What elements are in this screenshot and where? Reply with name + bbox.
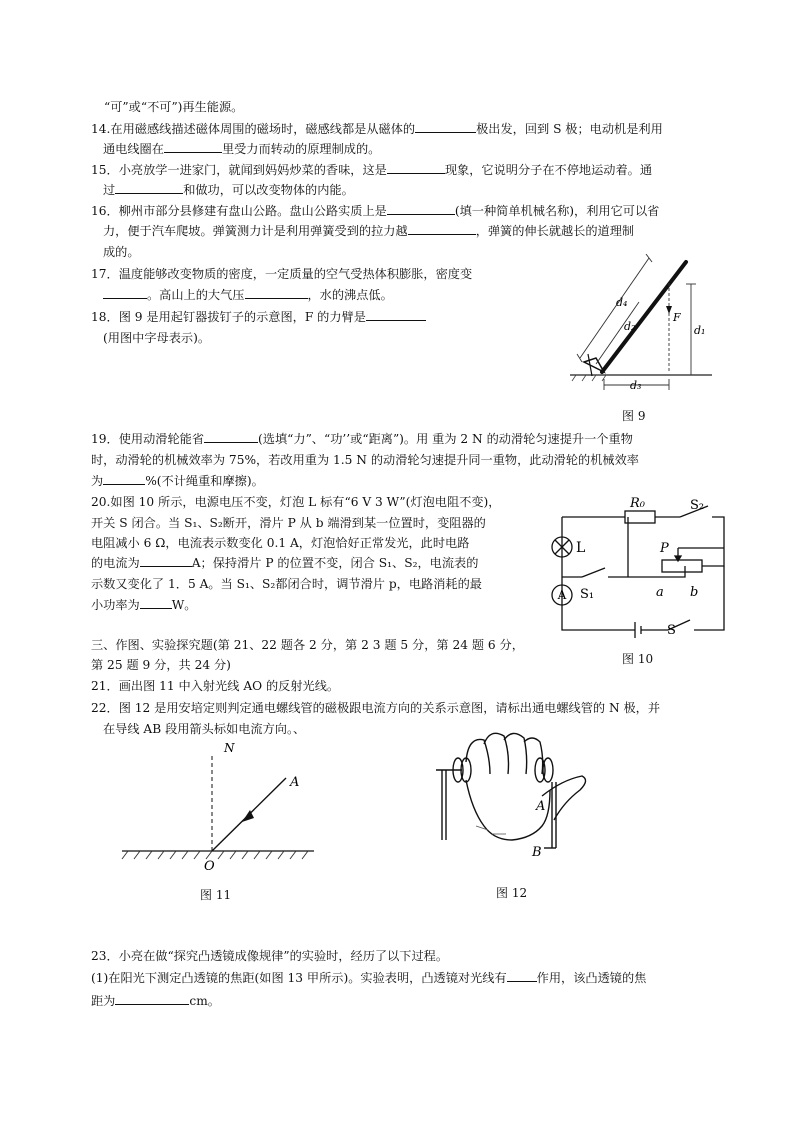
answer-blank[interactable]	[140, 555, 192, 567]
answer-blank[interactable]	[387, 203, 455, 215]
q20-text: A；保持滑片 P 的位置不变，闭合 S₁、S₂，电流表的	[191, 556, 479, 570]
label-A: A	[536, 799, 546, 814]
label-S: S	[667, 623, 676, 638]
q20-text: 小功率为	[91, 598, 140, 612]
q23-text: cm。	[189, 994, 220, 1008]
answer-blank[interactable]	[245, 287, 308, 299]
figure-9-nail-puller	[566, 254, 716, 400]
section-3-heading: 三、作图、实验探究题(第 21、22 题各 2 分，第 2 3 题 5 分，第 24 题 6 分，	[91, 638, 524, 652]
question-19-cont	[91, 473, 264, 489]
q23-text: (1)在阳光下测定凸透镜的焦距(如图 13 甲所示)。实验表明，凸透镜对光线有	[91, 971, 507, 985]
q14-text: 里受力而转动的原理制成的。	[221, 142, 381, 156]
label-S2: S₂	[690, 498, 705, 513]
answer-blank[interactable]	[164, 141, 222, 153]
q16-text: ，弹簧的伸长就越长的道理制	[475, 224, 635, 238]
answer-blank[interactable]	[387, 162, 445, 174]
question-20-cont	[91, 597, 196, 613]
question-20-cont	[91, 555, 478, 571]
label-b: b	[690, 585, 699, 600]
figure-9-caption: 图 9	[622, 409, 646, 423]
question-18	[91, 309, 426, 325]
q14-text: 14.在用磁感线描述磁体周围的磁场时，磁感线都是从磁体的	[91, 122, 416, 136]
q19-text: 为	[91, 474, 104, 488]
q15-text: 过	[103, 183, 116, 197]
label-d2: d₂	[624, 320, 636, 333]
question-14-cont	[103, 141, 380, 157]
question-20: 20.如图 10 所示，电源电压不变，灯泡 L 标有“6 V 3 W”(灯泡电阻不变)，	[91, 495, 501, 509]
q19-text: %(不计绳重和摩擦)。	[145, 474, 264, 488]
figure-10-circuit	[540, 490, 740, 640]
answer-blank[interactable]	[103, 287, 147, 299]
q16-text: 16．柳州市部分县修建有盘山公路。盘山公路实质上是	[91, 204, 387, 218]
question-21: 21．画出图 11 中入射光线 AO 的反射光线。	[91, 679, 340, 693]
question-17: 17．温度能够改变物质的密度，一定质量的空气受热体积膨胀，密度变	[91, 267, 473, 281]
figure-10-caption: 图 10	[622, 652, 654, 666]
ammeter-label: A	[557, 588, 567, 602]
q19-text: 19．使用动滑轮能省	[91, 432, 205, 446]
q20-text: 示数又变化了 1．5 A。当 S₁、S₂都闭合时，调节滑片 p，电路消耗的最	[91, 577, 482, 591]
q15-text: 和做功，可以改变物体的内能。	[183, 183, 354, 197]
question-16-cont	[103, 223, 634, 239]
figure-11-caption: 图 11	[200, 888, 232, 902]
answer-blank[interactable]	[204, 431, 258, 443]
question-14	[91, 121, 663, 137]
q23-text: 作用，该凸透镜的焦	[536, 971, 647, 985]
label-O: O	[204, 859, 215, 872]
label-d1: d₁	[694, 324, 706, 337]
q14-text: 极出发，回到 S 极；电动机是利用	[476, 122, 663, 136]
text-line: “可”或“不可”)再生能源。	[104, 100, 244, 114]
label-A: A	[290, 775, 300, 790]
answer-blank[interactable]	[415, 121, 476, 133]
q15-text: 现象，它说明分子在不停地运动着。通	[444, 163, 653, 177]
answer-blank[interactable]	[366, 309, 426, 321]
q16-text: 成的。	[103, 245, 140, 259]
q23-text: 距为	[91, 994, 116, 1008]
q18-text: (用图中字母表示)。	[103, 331, 211, 345]
question-15-cont	[103, 182, 354, 198]
label-B: B	[532, 845, 542, 860]
label-L: L	[576, 540, 586, 556]
figure-11-reflection	[118, 742, 318, 872]
question-15	[91, 162, 652, 178]
label-d4: d₄	[616, 296, 628, 309]
question-22: 22．图 12 是用安培定则判定通电螺线管的磁极跟电流方向的关系示意图，请标出通电螺线管的 N 极，并	[91, 701, 661, 715]
q20-text: 的电流为	[91, 556, 140, 570]
question-16	[91, 203, 659, 219]
q19-text: 时，动滑轮的机械效率为 75%，若改用重为 1.5 N 的动滑轮匀速提升同一重物，此动滑轮的机械效率	[91, 453, 639, 467]
answer-blank[interactable]	[115, 182, 183, 194]
label-F: F	[673, 311, 681, 324]
question-23-part1	[91, 970, 646, 986]
q17-text: 。高山上的大气压	[147, 288, 245, 302]
label-d3: d₃	[630, 379, 642, 392]
answer-blank[interactable]	[115, 993, 189, 1005]
q15-text: 15．小亮放学一进家门，就闻到妈妈炒菜的香味，这是	[91, 163, 387, 177]
figure-12-solenoid-hand	[432, 730, 602, 862]
label-N: N	[224, 742, 235, 755]
question-23-part1-cont	[91, 993, 220, 1009]
q20-text: 开关 S 闭合。当 S₁、S₂断开，滑片 P 从 b 端滑到某一位置时，变阻器的	[91, 516, 486, 530]
label-a: a	[656, 585, 664, 600]
section-3-heading: 第 25 题 9 分，共 24 分)	[91, 658, 231, 672]
q20-text: 电阻减小 6 Ω，电流表示数变化 0.1 A，灯泡恰好正常发光，此时电路	[91, 536, 470, 550]
q18-text: 18．图 9 是用起钉器拔钉子的示意图，F 的力臂是	[91, 310, 366, 324]
label-S1: S₁	[580, 587, 595, 602]
question-23: 23．小亮在做“探究凸透镜成像规律”的实验时，经历了以下过程。	[91, 949, 449, 963]
label-R0: R₀	[630, 496, 645, 511]
q17-text: ，水的沸点低。	[307, 288, 393, 302]
q19-text: (选填“力”、“功’’或“距离”)。用 重为 2 N 的动滑轮匀速提升一个重物	[258, 432, 633, 446]
answer-blank[interactable]	[103, 473, 145, 485]
q16-text: (填一种简单机械名称)，利用它可以省	[454, 204, 660, 218]
q14-text: 通电线圈在	[103, 142, 164, 156]
q16-text: 力，便于汽车爬坡。弹簧测力计是利用弹簧受到的拉力越	[103, 224, 408, 238]
question-19	[91, 431, 633, 447]
question-17-cont	[103, 287, 393, 303]
figure-12-caption: 图 12	[496, 886, 528, 900]
answer-blank[interactable]	[507, 970, 537, 982]
answer-blank[interactable]	[140, 597, 172, 609]
label-P: P	[660, 541, 669, 556]
answer-blank[interactable]	[408, 223, 476, 235]
q20-text: W。	[171, 598, 197, 612]
q22-text: 在导线 AB 段用箭头标如电流方向。、	[103, 722, 306, 736]
